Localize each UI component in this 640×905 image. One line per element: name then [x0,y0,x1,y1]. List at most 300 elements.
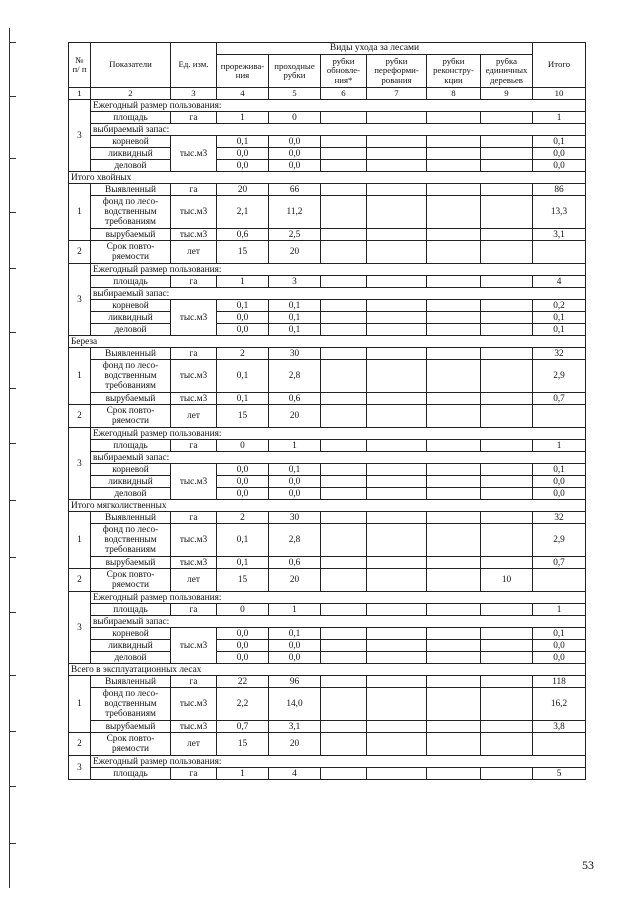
value-cell [367,464,427,476]
scan-tick [9,675,16,676]
table-row [69,664,586,676]
value-cell: 1 [217,276,269,288]
unit-cell: га [171,676,217,688]
value-cell [321,733,367,756]
indicator-cell: Выявленный [91,512,171,524]
col-number: 6 [321,88,367,100]
unit-cell: тыс.м3 [171,300,217,336]
value-cell [367,229,427,241]
header-row-1 [69,43,586,55]
total-cell: 3,8 [533,721,586,733]
table-row [69,264,586,276]
table-row [69,512,586,524]
value-cell [321,196,367,229]
unit-cell: лет [171,569,217,592]
table-row [69,405,586,428]
indicator-cell: вырубаемый [91,721,171,733]
total-cell: 2,9 [533,524,586,557]
table-row [69,464,586,476]
value-cell [367,512,427,524]
value-cell [321,557,367,569]
table-row [69,628,586,640]
table-row [69,300,586,312]
header-type: рубки реконстру-кции [427,55,481,88]
scan-tick [9,268,16,269]
forest-care-table-container [68,42,585,780]
row-number: 2 [69,569,91,592]
table-row [69,569,586,592]
total-cell: 118 [533,676,586,688]
scan-tick [9,786,16,787]
value-cell [321,324,367,336]
indicator-cell: ликвидный [91,476,171,488]
table-row [69,688,586,721]
total-cell: 4 [533,276,586,288]
stock-label: выбираемый запас: [91,452,586,464]
table-row [69,616,586,628]
value-cell [367,488,427,500]
indicator-cell: корневой [91,136,171,148]
value-cell: 0,1 [217,136,269,148]
table-row [69,393,586,405]
total-cell: 0,7 [533,557,586,569]
value-cell [321,476,367,488]
value-cell: 0,0 [217,464,269,476]
col-number: 5 [269,88,321,100]
value-cell [321,721,367,733]
value-cell: 0,1 [269,300,321,312]
value-cell [367,393,427,405]
value-cell [481,440,533,452]
value-cell: 20 [217,184,269,196]
value-cell [367,640,427,652]
value-cell [321,405,367,428]
value-cell [321,241,367,264]
stock-label: выбираемый запас: [91,616,586,628]
row-number: 3 [69,264,91,336]
value-cell: 15 [217,569,269,592]
value-cell [427,241,481,264]
total-cell: 3,1 [533,229,586,241]
value-cell [481,112,533,124]
value-cell [367,312,427,324]
value-cell [481,557,533,569]
value-cell [481,652,533,664]
indicator-cell: вырубаемый [91,229,171,241]
row-number: 3 [69,592,91,664]
value-cell: 0,1 [269,628,321,640]
table-row [69,100,586,112]
value-cell [427,160,481,172]
value-cell [321,276,367,288]
total-cell: 32 [533,512,586,524]
value-cell [367,136,427,148]
indicator-cell: корневой [91,300,171,312]
value-cell [533,405,586,428]
value-cell [367,733,427,756]
indicator-cell: корневой [91,464,171,476]
value-cell [533,569,586,592]
value-cell: 3 [269,276,321,288]
value-cell [481,604,533,616]
value-cell [321,440,367,452]
table-row [69,604,586,616]
value-cell [427,464,481,476]
value-cell [533,241,586,264]
value-cell [533,733,586,756]
value-cell [481,229,533,241]
annual-use-label: Ежегодный размер пользования: [91,100,586,112]
indicator-cell: площадь [91,768,171,780]
table-body [69,100,586,780]
value-cell [481,184,533,196]
col-number: 10 [533,88,586,100]
value-cell [427,604,481,616]
unit-cell: лет [171,241,217,264]
col-number: 3 [171,88,217,100]
indicator-cell: площадь [91,276,171,288]
value-cell [427,688,481,721]
value-cell [321,312,367,324]
value-cell [427,324,481,336]
value-cell [321,488,367,500]
table-row [69,348,586,360]
annual-use-label: Ежегодный размер пользования: [91,592,586,604]
row-number: 3 [69,756,91,780]
value-cell [321,640,367,652]
value-cell: 0,1 [269,324,321,336]
value-cell: 2 [217,512,269,524]
total-cell: 1 [533,604,586,616]
value-cell [427,628,481,640]
value-cell [321,360,367,393]
indicator-cell: корневой [91,628,171,640]
page-number: 53 [582,858,594,872]
indicator-cell: Срок повто-ряемости [91,405,171,428]
value-cell [321,348,367,360]
value-cell: 1 [269,604,321,616]
section-title: Всего в эксплуатационных лесах [69,664,586,676]
value-cell: 4 [269,768,321,780]
scan-tick [9,443,16,444]
value-cell [367,676,427,688]
annual-use-label: Ежегодный размер пользования: [91,756,586,768]
total-cell: 0,1 [533,628,586,640]
table-row [69,768,586,780]
header-indicator: Показатели [91,43,171,88]
indicator-cell: площадь [91,440,171,452]
value-cell: 10 [481,569,533,592]
value-cell [321,676,367,688]
indicator-cell: Выявленный [91,676,171,688]
value-cell: 0,0 [217,628,269,640]
scan-edge-line [9,28,10,888]
table-row [69,524,586,557]
value-cell [427,148,481,160]
table-row [69,196,586,229]
col-number: 7 [367,88,427,100]
indicator-cell: вырубаемый [91,557,171,569]
unit-cell: га [171,348,217,360]
total-cell: 16,2 [533,688,586,721]
indicator-cell: деловой [91,324,171,336]
value-cell [321,652,367,664]
table-row [69,112,586,124]
value-cell [367,628,427,640]
value-cell: 0,1 [217,360,269,393]
value-cell [427,476,481,488]
value-cell [427,512,481,524]
indicator-cell: ликвидный [91,640,171,652]
unit-cell: тыс.м3 [171,557,217,569]
value-cell: 0 [217,604,269,616]
value-cell: 20 [269,733,321,756]
table-row [69,440,586,452]
value-cell [367,652,427,664]
scan-tick [9,388,16,389]
value-cell: 0,0 [217,476,269,488]
indicator-cell: фонд по лесо-водственным требованиям [91,688,171,721]
scan-tick [9,843,16,844]
row-number: 3 [69,428,91,500]
unit-cell: тыс.м3 [171,136,217,172]
unit-cell: га [171,276,217,288]
value-cell [367,360,427,393]
value-cell: 1 [217,112,269,124]
unit-cell: га [171,512,217,524]
table-row [69,360,586,393]
indicator-cell: ликвидный [91,148,171,160]
header-group: Виды ухода за лесами [217,43,533,55]
col-number: 4 [217,88,269,100]
indicator-cell: Срок повто-ряемости [91,733,171,756]
value-cell: 14,0 [269,688,321,721]
value-cell: 0,0 [217,160,269,172]
value-cell: 96 [269,676,321,688]
value-cell [321,300,367,312]
total-cell: 13,3 [533,196,586,229]
value-cell [481,688,533,721]
value-cell [427,196,481,229]
table-row [69,652,586,664]
table-row [69,476,586,488]
value-cell [481,640,533,652]
value-cell: 0,0 [217,640,269,652]
value-cell: 0,1 [217,300,269,312]
total-cell: 0,0 [533,488,586,500]
unit-cell: га [171,440,217,452]
total-cell: 0,7 [533,393,586,405]
scan-tick [9,96,16,97]
value-cell [427,524,481,557]
forest-care-table [68,42,586,780]
value-cell: 0,0 [269,640,321,652]
header-total: Итого [533,43,586,88]
value-cell [367,324,427,336]
indicator-cell: Выявленный [91,184,171,196]
column-number-row [69,88,586,100]
value-cell: 0,6 [217,229,269,241]
table-row [69,312,586,324]
value-cell [427,721,481,733]
unit-cell: тыс.м3 [171,688,217,721]
value-cell [481,733,533,756]
table-row [69,500,586,512]
value-cell [481,721,533,733]
scan-tick [9,557,16,558]
unit-cell: тыс.м3 [171,229,217,241]
value-cell [481,676,533,688]
stock-label: выбираемый запас: [91,288,586,300]
total-cell: 1 [533,440,586,452]
unit-cell: тыс.м3 [171,464,217,500]
unit-cell: тыс.м3 [171,393,217,405]
unit-cell: га [171,604,217,616]
value-cell [321,112,367,124]
table-row [69,676,586,688]
value-cell [427,360,481,393]
value-cell [367,276,427,288]
table-row [69,592,586,604]
section-title: Итого хвойных [69,172,586,184]
value-cell: 2,1 [217,196,269,229]
indicator-cell: фонд по лесо-водственным требованиям [91,360,171,393]
value-cell [427,569,481,592]
value-cell [481,136,533,148]
value-cell: 0,0 [269,476,321,488]
indicator-cell: ликвидный [91,312,171,324]
table-row [69,241,586,264]
total-cell: 0,0 [533,160,586,172]
total-cell: 1 [533,112,586,124]
value-cell [481,160,533,172]
value-cell [481,241,533,264]
value-cell: 0,6 [269,557,321,569]
table-row [69,288,586,300]
stock-label: выбираемый запас: [91,124,586,136]
table-row [69,452,586,464]
value-cell: 0 [217,440,269,452]
header-type: рубки обновле-ния* [321,55,367,88]
scan-tick [9,42,16,43]
value-cell [321,604,367,616]
value-cell: 1 [269,440,321,452]
indicator-cell: деловой [91,160,171,172]
value-cell [481,360,533,393]
scan-tick [9,332,16,333]
indicator-cell: фонд по лесо-водственным требованиям [91,524,171,557]
value-cell [427,312,481,324]
value-cell: 0,1 [269,464,321,476]
value-cell: 20 [269,405,321,428]
value-cell: 0,0 [217,488,269,500]
value-cell [427,229,481,241]
unit-cell: га [171,184,217,196]
value-cell: 15 [217,405,269,428]
unit-cell: тыс.м3 [171,196,217,229]
value-cell [427,440,481,452]
value-cell: 0,0 [269,652,321,664]
unit-cell: лет [171,733,217,756]
row-number: 1 [69,348,91,405]
value-cell [427,276,481,288]
value-cell: 30 [269,348,321,360]
row-number: 1 [69,676,91,733]
table-row [69,160,586,172]
total-cell: 0,0 [533,640,586,652]
value-cell [321,393,367,405]
value-cell: 2,2 [217,688,269,721]
value-cell [481,276,533,288]
value-cell [481,405,533,428]
table-row [69,733,586,756]
value-cell [427,405,481,428]
col-number: 1 [69,88,91,100]
table-row [69,172,586,184]
value-cell [367,184,427,196]
value-cell [321,768,367,780]
value-cell [367,348,427,360]
value-cell: 0,0 [217,312,269,324]
col-number: 9 [481,88,533,100]
value-cell: 2,8 [269,524,321,557]
value-cell [321,688,367,721]
value-cell [321,512,367,524]
value-cell: 3,1 [269,721,321,733]
value-cell [367,768,427,780]
value-cell: 0,0 [269,160,321,172]
value-cell [481,324,533,336]
row-number: 3 [69,100,91,172]
col-number: 2 [91,88,171,100]
row-number: 2 [69,241,91,264]
header-type: проходные рубки [269,55,321,88]
indicator-cell: фонд по лесо-водственным требованиям [91,196,171,229]
value-cell [367,112,427,124]
table-row [69,324,586,336]
value-cell [481,312,533,324]
scan-tick [9,212,16,213]
value-cell: 0,1 [217,393,269,405]
table-row [69,124,586,136]
value-cell: 22 [217,676,269,688]
value-cell: 0 [269,112,321,124]
value-cell: 0,1 [217,524,269,557]
total-cell: 5 [533,768,586,780]
value-cell: 0,1 [217,557,269,569]
value-cell [321,160,367,172]
table-row [69,184,586,196]
table-row [69,276,586,288]
header-type: рубки переформи-рования [367,55,427,88]
section-title: Итого мягколиственных [69,500,586,512]
value-cell [367,476,427,488]
value-cell [321,524,367,557]
table-row [69,756,586,768]
scan-tick [9,731,16,732]
total-cell: 32 [533,348,586,360]
value-cell: 0,6 [269,393,321,405]
value-cell [321,569,367,592]
value-cell [427,557,481,569]
unit-cell: га [171,768,217,780]
value-cell: 66 [269,184,321,196]
value-cell [481,628,533,640]
value-cell: 0,0 [269,136,321,148]
value-cell: 1 [217,768,269,780]
value-cell [427,393,481,405]
value-cell: 0,0 [217,324,269,336]
